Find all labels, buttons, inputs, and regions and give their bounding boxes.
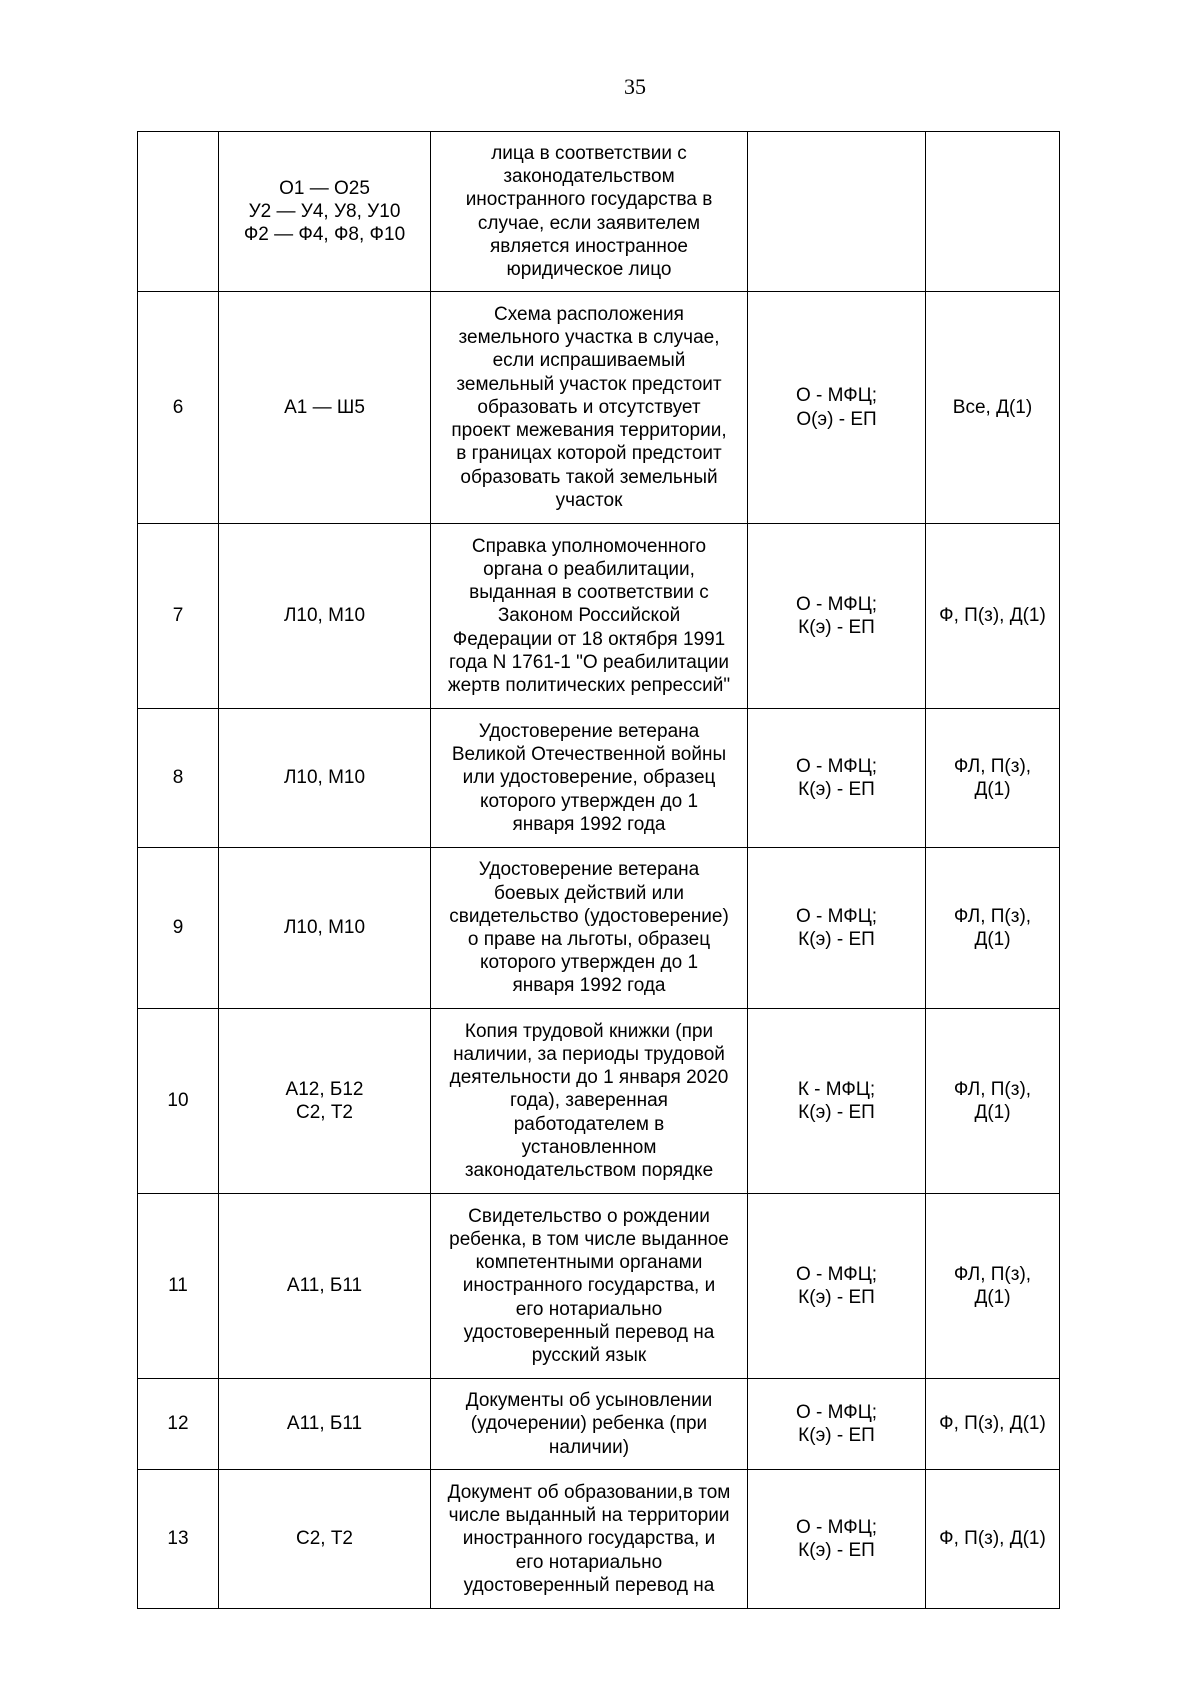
row-number-cell: 8 [138,709,219,848]
row-number-cell: 6 [138,292,219,524]
row-number-cell: 12 [138,1379,219,1470]
table-row [138,1009,1060,1194]
submission-form-cell: О - МФЦ; О(э) - ЕП [748,292,926,524]
row-number-cell: 7 [138,524,219,709]
category-cell: ФЛ, П(з), Д(1) [926,709,1060,848]
page-number: 35 [624,74,646,99]
category-cell: ФЛ, П(з), Д(1) [926,1194,1060,1379]
documents-table [137,131,1060,1609]
table-row [138,1194,1060,1379]
document-name-cell: лица в соответствии с законодательством иностранного государства в случае, если заявителем является иностранное юридическое лицо [431,132,748,292]
applicant-codes-cell: Л10, М10 [219,848,431,1009]
category-cell: ФЛ, П(з), Д(1) [926,1009,1060,1194]
category-cell: Ф, П(з), Д(1) [926,524,1060,709]
submission-form-cell: О - МФЦ; К(э) - ЕП [748,848,926,1009]
document-name-cell: Схема расположения земельного участка в случае, если испрашиваемый земельный участок предстоит образовать и отсутствует проект межевания территории, в границах которой предстоит образовать такой земельный участок [431,292,748,524]
category-cell: ФЛ, П(з), Д(1) [926,848,1060,1009]
applicant-codes-cell: А11, Б11 [219,1379,431,1470]
applicant-codes-cell: Л10, М10 [219,709,431,848]
document-name-cell: Справка уполномоченного органа о реабилитации, выданная в соответствии с Законом Российской Федерации от 18 октября 1991 года N 1761-1 "О реабилитации жертв политических репрессий" [431,524,748,709]
document-name-cell: Документ об образовании,в том числе выданный на территории иностранного государства, и его нотариально удостоверенный перевод на [431,1470,748,1609]
submission-form-cell: О - МФЦ; К(э) - ЕП [748,1470,926,1609]
document-name-cell: Свидетельство о рождении ребенка, в том числе выданное компетентными органами иностранного государства, и его нотариально удостоверенный перевод на русский язык [431,1194,748,1379]
table-row [138,524,1060,709]
category-cell: Все, Д(1) [926,292,1060,524]
document-name-cell: Копия трудовой книжки (при наличии, за периоды трудовой деятельности до 1 января 2020 года), заверенная работодателем в установленном законодательством порядке [431,1009,748,1194]
submission-form-cell: О - МФЦ; К(э) - ЕП [748,1194,926,1379]
category-cell: Ф, П(з), Д(1) [926,1379,1060,1470]
submission-form-cell: О - МФЦ; К(э) - ЕП [748,709,926,848]
category-cell: Ф, П(з), Д(1) [926,1470,1060,1609]
applicant-codes-cell: А11, Б11 [219,1194,431,1379]
submission-form-cell: О - МФЦ; К(э) - ЕП [748,1379,926,1470]
row-number-cell: 9 [138,848,219,1009]
applicant-codes-cell: А1 — Ш5 [219,292,431,524]
document-name-cell: Документы об усыновлении (удочерении) ребенка (при наличии) [431,1379,748,1470]
category-cell [926,132,1060,292]
document-name-cell: Удостоверение ветерана Великой Отечественной войны или удостоверение, образец которого утвержден до 1 января 1992 года [431,709,748,848]
row-number-cell: 13 [138,1470,219,1609]
table-row [138,292,1060,524]
row-number-cell: 11 [138,1194,219,1379]
row-number-cell [138,132,219,292]
table-row [138,709,1060,848]
table-row [138,1379,1060,1470]
table-row [138,848,1060,1009]
submission-form-cell [748,132,926,292]
submission-form-cell: К - МФЦ; К(э) - ЕП [748,1009,926,1194]
document-name-cell: Удостоверение ветерана боевых действий или свидетельство (удостоверение) о праве на льготы, образец которого утвержден до 1 января 1992 года [431,848,748,1009]
applicant-codes-cell: А12, Б12 С2, Т2 [219,1009,431,1194]
row-number-cell: 10 [138,1009,219,1194]
table-row [138,132,1060,292]
submission-form-cell: О - МФЦ; К(э) - ЕП [748,524,926,709]
applicant-codes-cell: С2, Т2 [219,1470,431,1609]
applicant-codes-cell: О1 — О25 У2 — У4, У8, У10 Ф2 — Ф4, Ф8, Ф10 [219,132,431,292]
table-row [138,1470,1060,1609]
applicant-codes-cell: Л10, М10 [219,524,431,709]
